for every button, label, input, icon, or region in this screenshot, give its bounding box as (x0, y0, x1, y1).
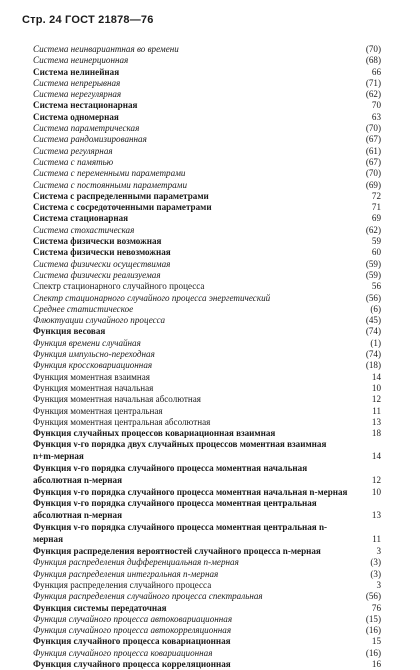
index-entry (33, 557, 381, 568)
index-page-number: 71 (371, 202, 381, 213)
index-page-number: 18 (371, 428, 381, 439)
index-entry (33, 259, 381, 270)
index-page-number: (45) (365, 315, 381, 326)
index-term: Функция моментная начальная абсолютная (33, 394, 201, 405)
index-page-number: (18) (365, 360, 381, 371)
index-entry (33, 123, 381, 134)
index-term: Система физически возможная (33, 236, 162, 247)
index-entry (33, 428, 381, 439)
index-page-number: (6) (370, 303, 381, 314)
index-page-number: 3 (376, 545, 381, 556)
index-entry (33, 100, 381, 111)
index-entry (33, 112, 381, 123)
index-page-number: 69 (371, 213, 381, 224)
index-term: Система нелинейная (33, 66, 120, 77)
index-term: Функция распределения случайного процесса спектральная (33, 591, 263, 602)
index-term: Функция ν-го порядка случайного процесса моментная центральная n-мерная (33, 521, 328, 544)
index-term: Функция системы передаточная (33, 602, 167, 613)
index-page-number: 70 (371, 100, 381, 111)
index-term: Функция случайного процесса автокорреляционная (33, 625, 232, 636)
index-page-number: 10 (371, 382, 381, 393)
index-term: Функция распределения дифференциальная n-мерная (33, 557, 239, 568)
index-page-number: (74) (365, 349, 381, 360)
index-page-number: 14 (371, 371, 381, 382)
index-entry (33, 603, 381, 614)
index-entry (33, 648, 381, 659)
index-term: Система непрерывная (33, 77, 121, 88)
index-entry (33, 236, 381, 247)
index-entry (33, 591, 381, 602)
index-entry (33, 326, 381, 337)
index-term: Система неинерционная (33, 55, 129, 66)
index-term: Функция моментная центральная (33, 405, 163, 416)
index-page-number: (3) (370, 557, 381, 568)
index-page-number: (70) (365, 44, 381, 54)
index-term: Система одномерная (33, 111, 119, 122)
index-entry (33, 338, 381, 349)
index-entry (33, 406, 381, 417)
index-entry (33, 225, 381, 236)
index-entry (33, 498, 381, 522)
index-term: Функция импульсно-переходная (33, 349, 155, 360)
index-term: Функция моментная начальная (33, 382, 154, 393)
index-page-number: 63 (371, 111, 381, 122)
index-entry (33, 168, 381, 179)
index-entry (33, 247, 381, 258)
index-entry (33, 394, 381, 405)
page-header: Стр. 24 ГОСТ 21878—76 (22, 14, 154, 26)
index-page-number: 10 (371, 486, 381, 497)
index-entry (33, 146, 381, 157)
index-term: Система физически осуществимая (33, 258, 171, 269)
index-term: Система неинвариантная во времени (33, 44, 179, 54)
index-term: Система с сосредоточенными параметрами (33, 202, 212, 213)
index-page-number: 60 (371, 247, 381, 258)
index-entry (33, 417, 381, 428)
index-entry (33, 569, 381, 580)
index-term: Спектр стационарного случайного процесса энергетический (33, 292, 271, 303)
index-entry (33, 304, 381, 315)
index-term: Функция распределения случайного процесса (33, 579, 212, 590)
index-entry (33, 134, 381, 145)
index-term: Система с постоянными параметрами (33, 179, 188, 190)
index-page-number: (61) (365, 145, 381, 156)
index-page-number: 12 (371, 474, 381, 485)
index-term: Система нестационарная (33, 100, 138, 111)
index-entry (33, 281, 381, 292)
index-page-number: (74) (365, 326, 381, 337)
index-entry (33, 55, 381, 66)
index-term: Функция весовая (33, 326, 106, 337)
index-entry (33, 522, 381, 546)
index-term: Функция времени случайная (33, 337, 141, 348)
index-page-number: 76 (371, 602, 381, 613)
index-term: Функция ν-го порядка двух случайных процессов моментная взаимная n+m-мерная (33, 439, 327, 462)
index-entry (33, 293, 381, 304)
index-page-number: 72 (371, 190, 381, 201)
index-entry (33, 463, 381, 487)
index-page-number: (71) (365, 77, 381, 88)
index-list (33, 44, 381, 670)
index-term: Система параметрическая (33, 123, 140, 134)
index-term: Система стационарная (33, 213, 129, 224)
index-page-number: (70) (365, 168, 381, 179)
index-entry (33, 213, 381, 224)
index-entry (33, 546, 381, 558)
index-term: Система регулярная (33, 145, 113, 156)
index-entry (33, 614, 381, 625)
index-term: Функция случайного процесса корреляционная (33, 659, 231, 670)
index-term: Функция случайных процессов ковариационная взаимная (33, 428, 276, 439)
index-term: Функция ν-го порядка случайного процесса моментная центральная абсолютная n-мерная (33, 498, 317, 521)
index-entry (33, 349, 381, 360)
index-page-number: (62) (365, 89, 381, 100)
index-entry (33, 636, 381, 647)
index-entry (33, 202, 381, 213)
index-page-number: (15) (365, 613, 381, 624)
index-term: Функция ν-го порядка случайного процесса моментная начальная n-мерная (33, 486, 348, 497)
index-term: Функция ν-го порядка случайного процесса моментная начальная абсолютная n-мерная (33, 462, 308, 485)
index-term: Функция моментная взаимная (33, 371, 150, 382)
index-entry (33, 625, 381, 636)
index-term: Спектр стационарного случайного процесса (33, 281, 205, 292)
index-page-number: 13 (371, 416, 381, 427)
index-entry (33, 44, 381, 55)
index-page-number: (62) (365, 224, 381, 235)
index-term: Система с памятью (33, 156, 114, 167)
index-term: Функция распределения вероятностей случайного процесса n-мерная (33, 545, 321, 556)
index-page-number: 13 (371, 510, 381, 521)
index-entry (33, 180, 381, 191)
index-page-number: 56 (371, 281, 381, 292)
index-page-number: 11 (372, 533, 381, 544)
index-term: Функция случайного процесса ковариационная (33, 647, 213, 658)
index-page-number: 16 (371, 659, 381, 670)
index-term: Функция моментная центральная абсолютная (33, 416, 211, 427)
index-entry (33, 659, 381, 670)
index-page-number: (67) (365, 134, 381, 145)
index-term: Система с переменными параметрами (33, 168, 186, 179)
index-term: Среднее статистическое (33, 303, 134, 314)
index-term: Система нерегулярная (33, 89, 122, 100)
index-page-number: 11 (372, 405, 381, 416)
index-term: Функция случайного процесса ковариационная (33, 636, 231, 647)
index-entry (33, 439, 381, 463)
index-entry (33, 580, 381, 591)
index-page-number: 3 (376, 579, 381, 590)
index-page-number: 66 (371, 66, 381, 77)
index-page-number: (56) (365, 591, 381, 602)
index-entry (33, 315, 381, 326)
index-page-number: (3) (370, 568, 381, 579)
index-page-number: (70) (365, 123, 381, 134)
index-page-number: (1) (370, 337, 381, 348)
index-term: Функция случайного процесса автоковариационная (33, 613, 233, 624)
index-entry (33, 487, 381, 499)
index-entry (33, 157, 381, 168)
index-page-number: 12 (371, 394, 381, 405)
index-page-number: (67) (365, 156, 381, 167)
index-term: Система стохастическая (33, 224, 135, 235)
index-term: Система физически невозможная (33, 247, 171, 258)
index-page-number: (16) (365, 647, 381, 658)
index-entry (33, 270, 381, 281)
index-entry (33, 383, 381, 394)
index-term: Система с распределенными параметрами (33, 190, 209, 201)
index-page-number: 59 (371, 236, 381, 247)
index-term: Система рандомизированная (33, 134, 147, 145)
index-term: Функция распределения интегральная n-мерная (33, 568, 219, 579)
index-term: Флюктуации случайного процесса (33, 315, 166, 326)
index-entry (33, 372, 381, 383)
index-entry (33, 89, 381, 100)
index-entry (33, 360, 381, 371)
index-entry (33, 67, 381, 78)
index-entry (33, 78, 381, 89)
index-page-number: (16) (365, 625, 381, 636)
index-page-number: (56) (365, 292, 381, 303)
index-page-number: 14 (371, 451, 381, 462)
index-entry (33, 191, 381, 202)
index-page-number: (68) (365, 55, 381, 66)
index-page-number: (59) (365, 269, 381, 280)
index-term: Система физически реализуемая (33, 269, 161, 280)
index-term: Функция кроссковариационная (33, 360, 153, 371)
index-page-number: (59) (365, 258, 381, 269)
index-page-number: (69) (365, 179, 381, 190)
index-page-number: 15 (371, 636, 381, 647)
